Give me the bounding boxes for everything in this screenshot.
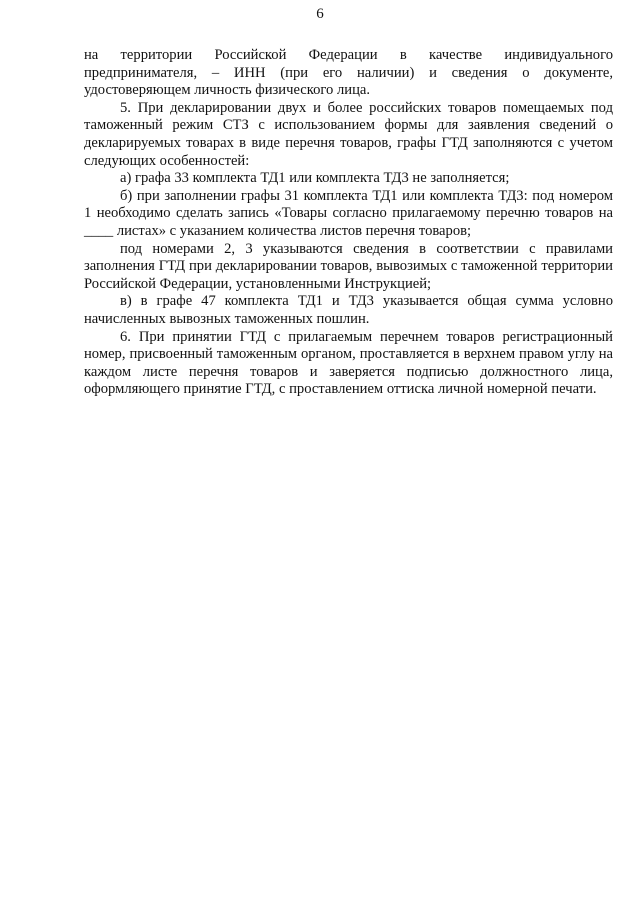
paragraph-subitem-b: б) при заполнении графы 31 комплекта ТД1 или комплекта ТД3: под номером 1 необходимо сделать запись «Товары согласно прилагаемому перечню товаров на ____ листах» с указанием количества листов перечня товаров; [84, 187, 613, 239]
paragraph-subitem-a: а) графа 33 комплекта ТД1 или комплекта ТД3 не заполняется; [120, 170, 510, 187]
document-body [84, 47, 613, 399]
page-number: 6 [316, 6, 324, 22]
paragraph-numbers-2-3: под номерами 2, 3 указываются сведения в соответствии с правилами заполнения ГТД при декларировании товаров, вывозимых с таможенной территории Российской Федерации, установленными Инструкцией; [84, 240, 613, 292]
paragraph-item-5: 5. При декларировании двух и более российских товаров помещаемых под таможенный режим СТЗ с использованием формы для заявления сведений о декларируемых товарах в виде перечня товаров, графы ГТД заполняются с учетом следующих особенностей: [84, 99, 613, 169]
paragraph-continuation: на территории Российской Федерации в качестве индивидуального предпринимателя, – ИНН (при его наличии) и сведения о документе, удостоверяющем личность физического лица. [84, 47, 613, 99]
paragraph-item-6: 6. При принятии ГТД с прилагаемым перечнем товаров регистрационный номер, присвоенный таможенным органом, проставляется в верхнем правом углу на каждом листе перечня товаров и заверяется подписью должностного лица, оформляющего принятие ГТД, с проставлением оттиска личной номерной печати. [84, 328, 613, 398]
paragraph-subitem-v: в) в графе 47 комплекта ТД1 и ТД3 указывается общая сумма условно начисленных вывозных таможенных пошлин. [84, 293, 613, 327]
